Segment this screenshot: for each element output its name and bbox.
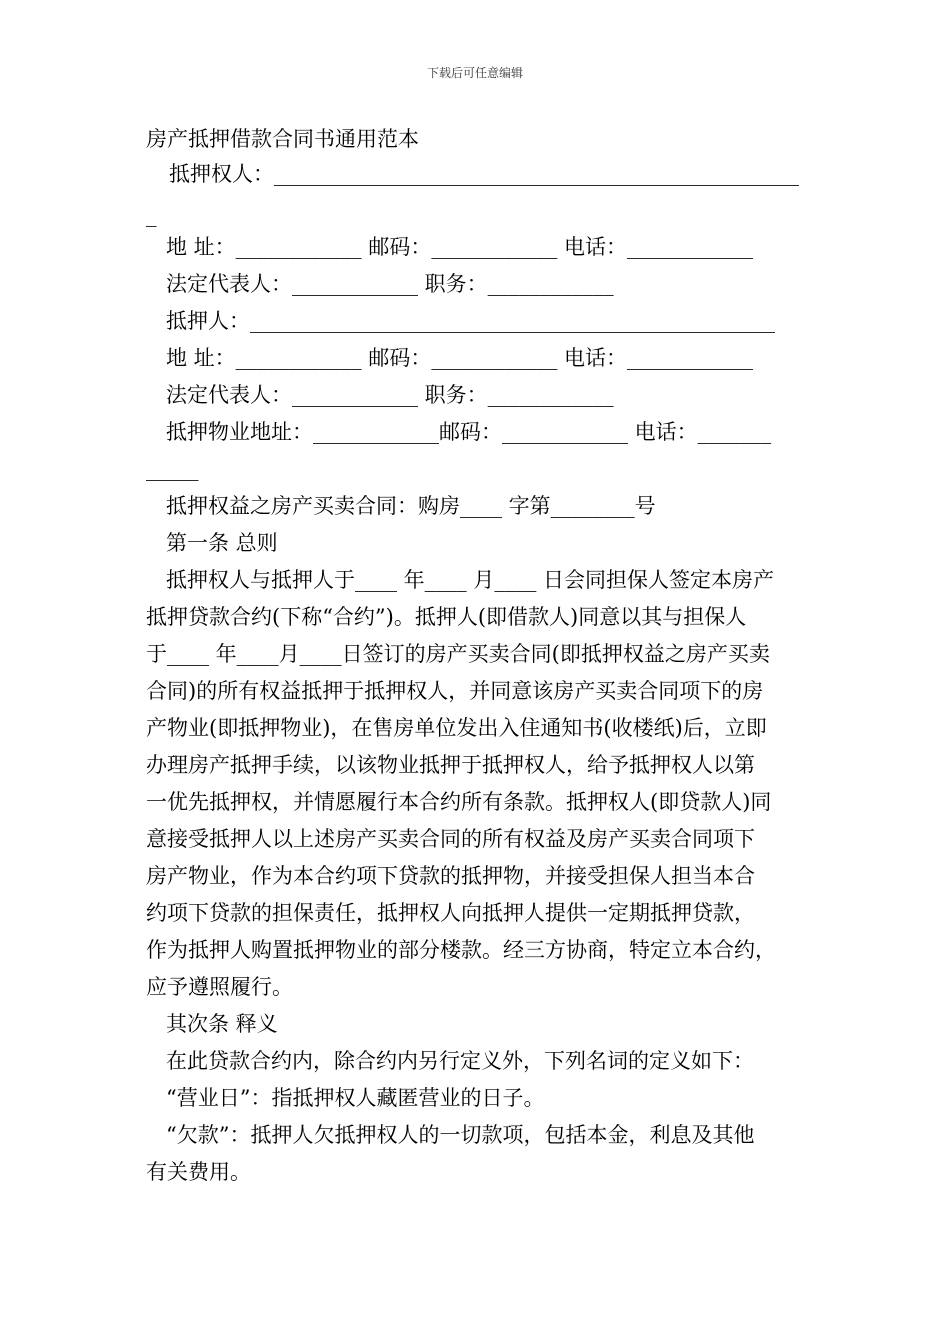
- article-1-paragraph-line: 抵押权人与抵押人于____ 年____ 月____ 日会同担保人签定本房产: [166, 568, 775, 592]
- property-address-line-wrap: _____: [146, 457, 199, 481]
- document-title: 房产抵押借款合同书通用范本: [146, 127, 419, 151]
- article-1-paragraph-line: 一优先抵押权，并情愿履行本合约所有条款。抵押权人(即贷款人)同: [146, 790, 772, 814]
- article-1-paragraph-line: 意接受抵押人以上述房产买卖合同的所有权益及房产买卖合同项下: [146, 827, 755, 851]
- article-1-paragraph-line: 应予遵照履行。: [146, 975, 293, 999]
- article-1-paragraph-line: 产物业(即抵押物业)，在售房单位发出入住通知书(收楼纸)后，立即: [146, 716, 767, 740]
- mortgagor-representative-line: 法定代表人：____________ 职务：____________: [166, 383, 614, 407]
- mortgagee-address-line: 地 址：____________ 邮码：____________ 电话：____________: [166, 235, 754, 259]
- article-2-heading: 其次条 释义: [166, 1012, 278, 1036]
- mortgagor-address-line: 地 址：____________ 邮码：____________ 电话：____________: [166, 346, 754, 370]
- definition-debt: “欠款”：抵押人欠抵押权人的一切款项，包括本金，利息及其他: [166, 1123, 755, 1147]
- article-1-paragraph-line: 于____ 年____月____日签订的房产买卖合同(即抵押权益之房产买卖: [146, 642, 770, 666]
- article-2-intro-line: 在此贷款合约内，除合约内另行定义外，下列名词的定义如下：: [166, 1049, 754, 1073]
- article-1-paragraph-line: 房产物业，作为本合约项下贷款的抵押物，并接受担保人担当本合: [146, 864, 755, 888]
- article-1-paragraph-line: 约项下贷款的担保责任，抵押权人向抵押人提供一定期抵押贷款，: [146, 901, 755, 925]
- article-1-paragraph-line: 合同)的所有权益抵押于抵押权人，并同意该房产买卖合同项下的房: [146, 679, 764, 703]
- article-1-heading: 第一条 总则: [166, 531, 278, 555]
- purchase-contract-line: 抵押权益之房产买卖合同：购房____ 字第________号: [166, 494, 656, 518]
- property-address-line: 抵押物业地址：____________邮码：____________ 电话：_______: [166, 420, 772, 444]
- mortgagee-line: 抵押权人：__________________________________________________: [169, 162, 799, 186]
- mortgagee-line-wrap: _: [146, 203, 157, 227]
- mortgagor-line: 抵押人：__________________________________________________: [166, 309, 775, 333]
- article-1-paragraph-line: 抵押贷款合约(下称“合约”)。抵押人(即借款人)同意以其与担保人: [146, 605, 747, 629]
- page-header: 下载后可任意编辑: [426, 66, 523, 80]
- definition-business-day: “营业日”：指抵押权人藏匿营业的日子。: [166, 1086, 545, 1110]
- definition-debt-wrap: 有关费用。: [146, 1160, 251, 1184]
- article-1-paragraph-line: 作为抵押人购置抵押物业的部分楼款。经三方协商，特定立本合约，: [146, 938, 776, 962]
- mortgagee-representative-line: 法定代表人：____________ 职务：____________: [166, 272, 614, 296]
- article-1-paragraph-line: 办理房产抵押手续，以该物业抵押于抵押权人，给予抵押权人以第: [146, 753, 755, 777]
